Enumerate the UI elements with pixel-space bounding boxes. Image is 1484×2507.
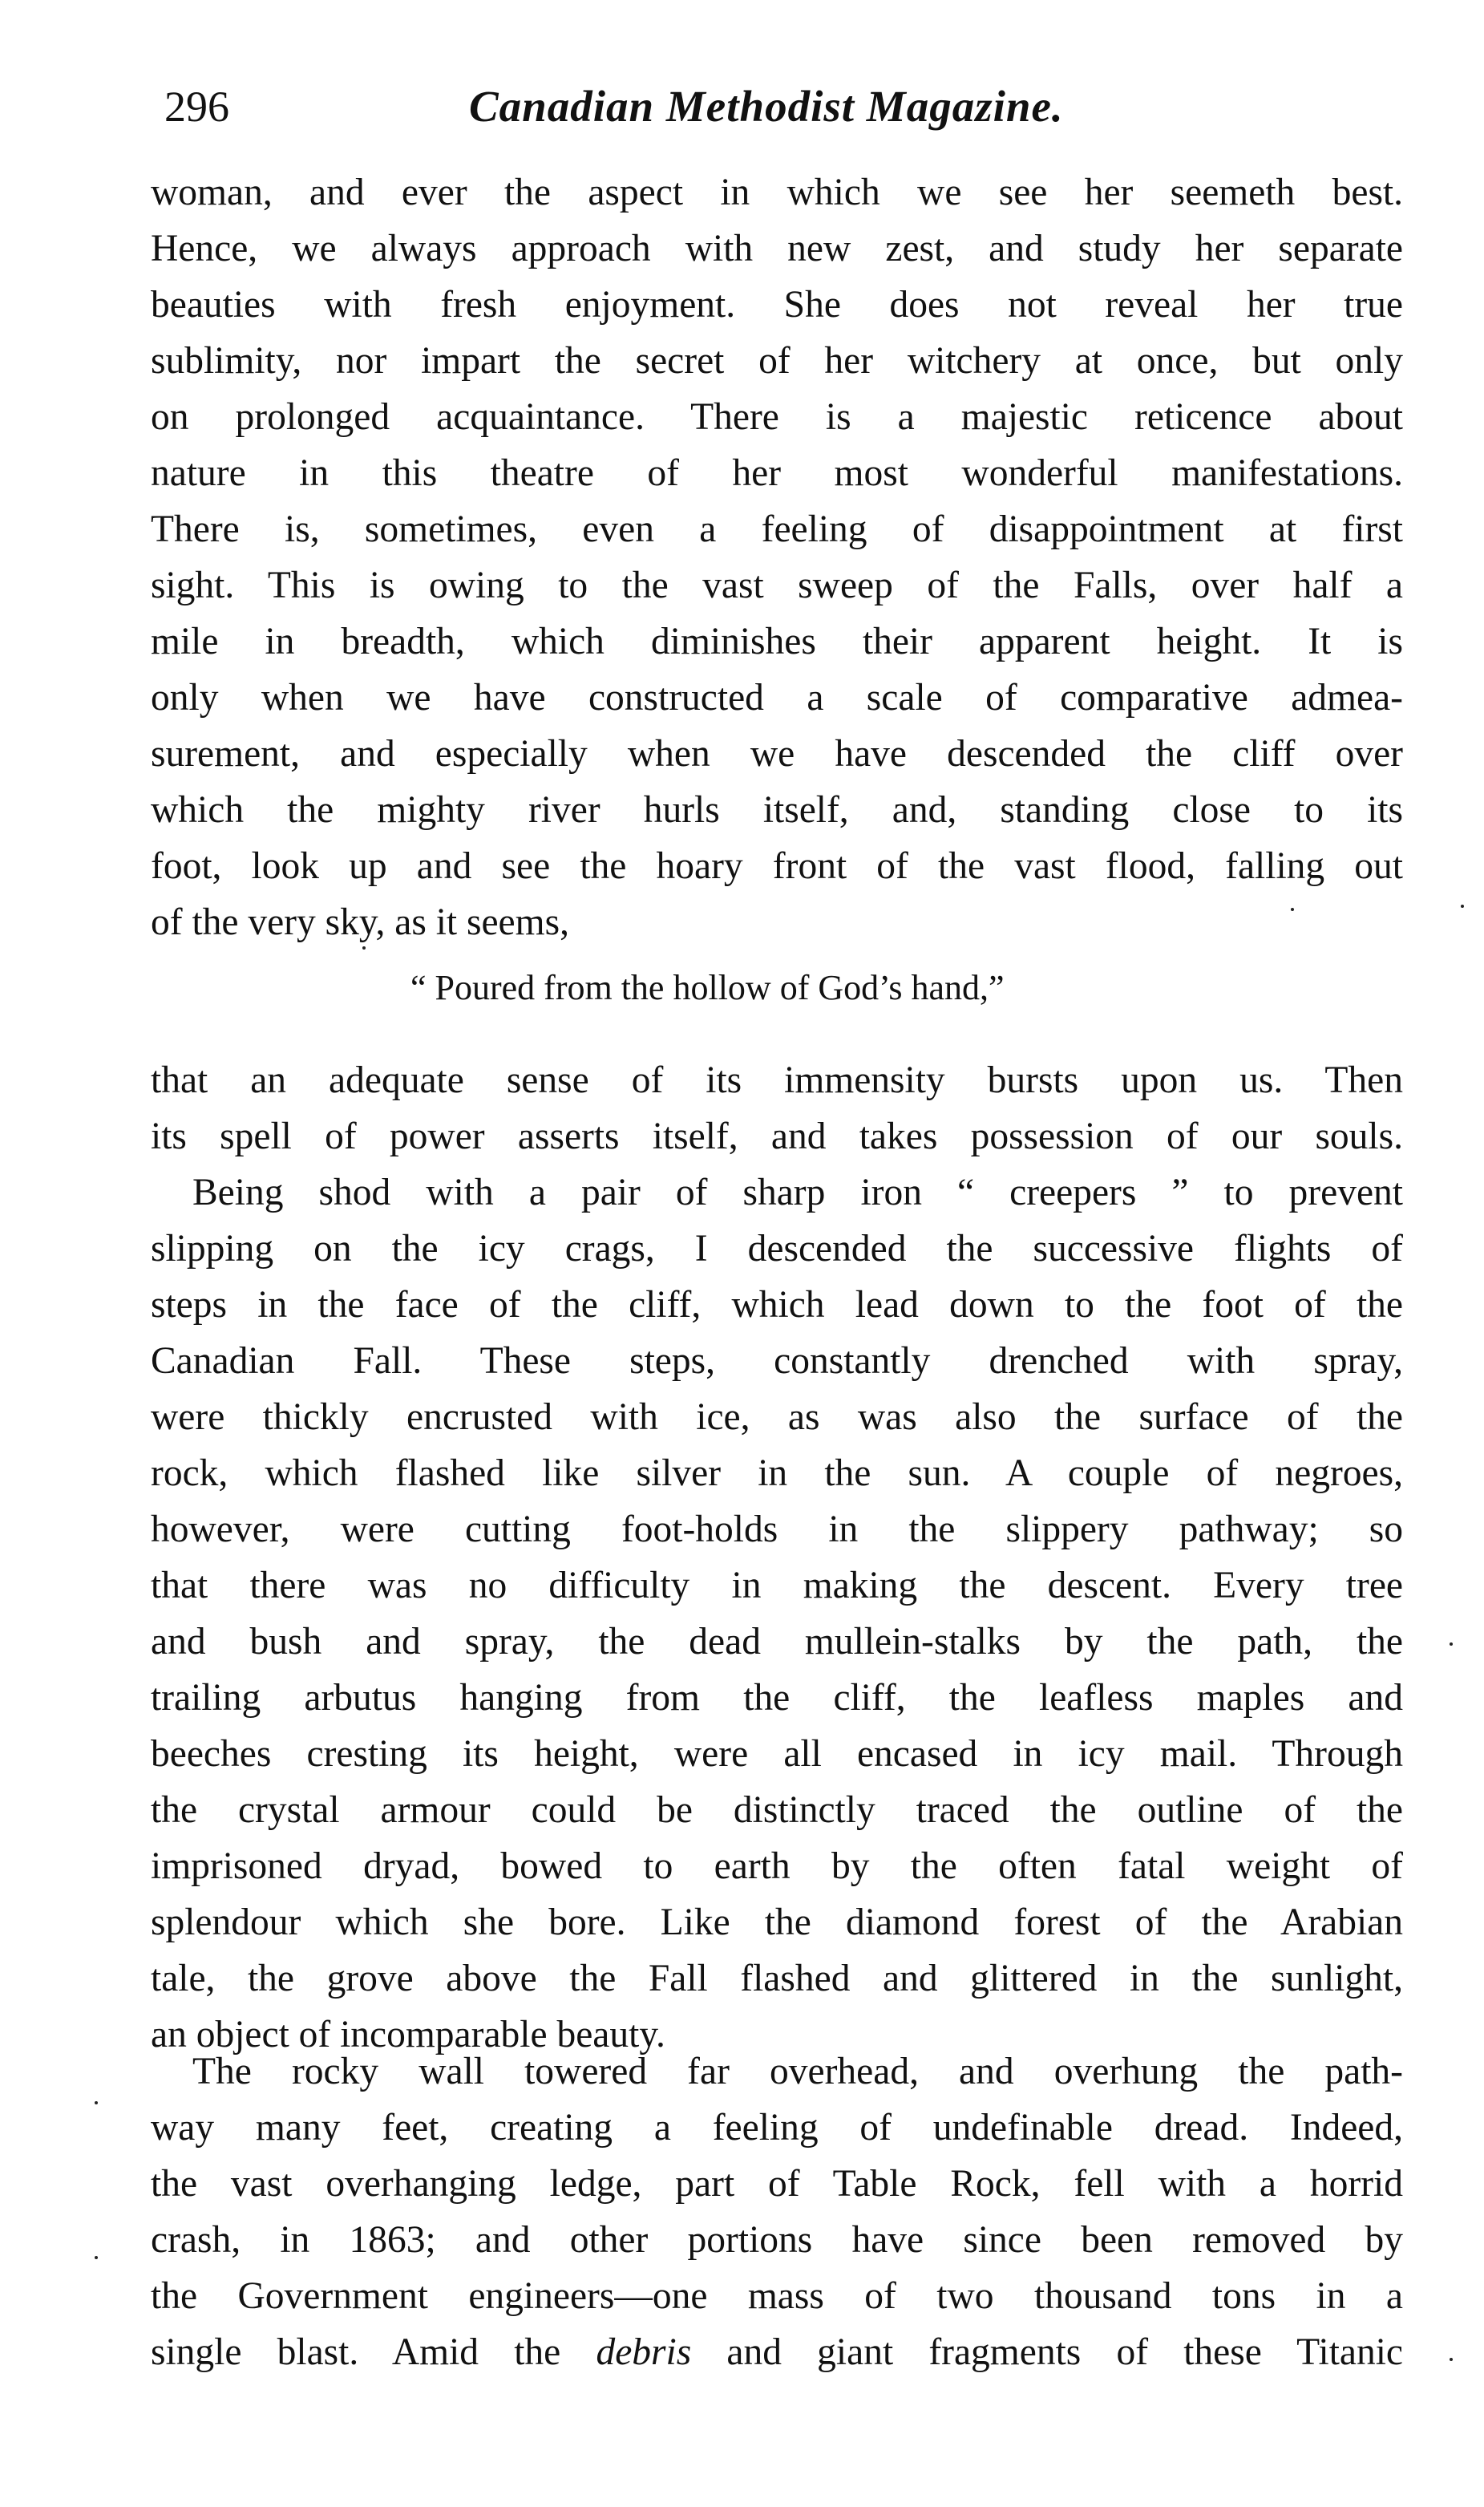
- text-line: that an adequate sense of its immensity bursts upon us. Then: [151, 1059, 1403, 1101]
- text-fragment: and giant fragments of these Titanic: [691, 2331, 1403, 2373]
- text-line: Being shod with a pair of sharp iron “ creepers ” to prevent: [192, 1172, 1403, 1213]
- text-line: woman, and ever the aspect in which we see her seemeth best.: [151, 172, 1403, 213]
- text-line-final: [151, 2324, 1403, 2380]
- text-line: its spell of power asserts itself, and takes possession of our souls.: [151, 1116, 1403, 1157]
- text-line: Canadian Fall. These steps, constantly drenched with spray,: [151, 1340, 1403, 1382]
- scan-speck: [1450, 2358, 1453, 2361]
- text-line: sight. This is owing to the vast sweep of the Falls, over half a: [151, 565, 1403, 606]
- page-number: 296: [164, 83, 229, 131]
- text-fragment: single blast. Amid the: [151, 2331, 596, 2373]
- scan-speck: [1461, 905, 1464, 908]
- text-line: splendour which she bore. Like the diamond forest of the Arabian: [151, 1902, 1403, 1943]
- text-line: crash, in 1863; and other portions have since been removed by: [151, 2219, 1403, 2261]
- scan-speck: [362, 946, 366, 950]
- text-line: imprisoned dryad, bowed to earth by the often fatal weight of: [151, 1845, 1403, 1887]
- block-quotation: “ Poured from the hollow of God’s hand,”: [410, 968, 1005, 1007]
- paragraph-2: [151, 1052, 1403, 2063]
- text-line: beeches cresting its height, were all encased in icy mail. Through: [151, 1733, 1403, 1775]
- running-title: Canadian Methodist Magazine.: [469, 82, 1064, 131]
- text-line: only when we have constructed a scale of comparative admea-: [151, 677, 1403, 719]
- text-line: surement, and especially when we have descended the cliff over: [151, 733, 1403, 775]
- text-line: of the very sky, as it seems,: [151, 901, 569, 943]
- text-line: mile in breadth, which diminishes their apparent height. It is: [151, 621, 1403, 662]
- scan-speck: [1291, 908, 1294, 911]
- paragraph-3: [151, 2043, 1403, 2380]
- text-line: that there was no difficulty in making the descent. Every tree: [151, 1565, 1403, 1606]
- text-line: tale, the grove above the Fall flashed and glittered in the sunlight,: [151, 1958, 1403, 1999]
- text-line: an object of incomparable beauty.: [151, 2014, 665, 2055]
- text-line: the crystal armour could be distinctly traced the outline of the: [151, 1789, 1403, 1831]
- scan-speck: [95, 2101, 98, 2104]
- italic-term: debris: [596, 2331, 692, 2373]
- text-line: beauties with fresh enjoyment. She does not reveal her true: [151, 284, 1403, 326]
- text-line: which the mighty river hurls itself, and, standing close to its: [151, 789, 1403, 831]
- text-line: on prolonged acquaintance. There is a majestic reticence about: [151, 396, 1403, 438]
- text-line: sublimity, nor impart the secret of her witchery at once, but only: [151, 340, 1403, 382]
- text-line: foot, look up and see the hoary front of the vast flood, falling out: [151, 845, 1403, 887]
- scan-speck: [1450, 1642, 1453, 1646]
- text-line: The rocky wall towered far overhead, and overhung the path-: [192, 2051, 1403, 2092]
- text-line: rock, which flashed like silver in the sun. A couple of negroes,: [151, 1452, 1403, 1494]
- scan-speck: [95, 2256, 98, 2259]
- text-line: slipping on the icy crags, I descended the successive flights of: [151, 1228, 1403, 1270]
- text-line: steps in the face of the cliff, which lead down to the foot of the: [151, 1284, 1403, 1326]
- text-line: were thickly encrusted with ice, as was also the surface of the: [151, 1396, 1403, 1438]
- paragraph-1: [151, 164, 1403, 950]
- text-line: nature in this theatre of her most wonderful manifestations.: [151, 452, 1403, 494]
- text-line: however, were cutting foot-holds in the slippery pathway; so: [151, 1509, 1403, 1550]
- text-line: the vast overhanging ledge, part of Table Rock, fell with a horrid: [151, 2163, 1403, 2205]
- text-line: There is, sometimes, even a feeling of disappointment at first: [151, 508, 1403, 550]
- text-line: and bush and spray, the dead mullein-stalks by the path, the: [151, 1621, 1403, 1663]
- text-line: Hence, we always approach with new zest, and study her separate: [151, 228, 1403, 269]
- text-line: trailing arbutus hanging from the cliff, the leafless maples and: [151, 1677, 1403, 1719]
- text-line: way many feet, creating a feeling of undefinable dread. Indeed,: [151, 2107, 1403, 2149]
- page-header: [164, 79, 1391, 135]
- text-line: the Government engineers—one mass of two thousand tons in a: [151, 2275, 1403, 2317]
